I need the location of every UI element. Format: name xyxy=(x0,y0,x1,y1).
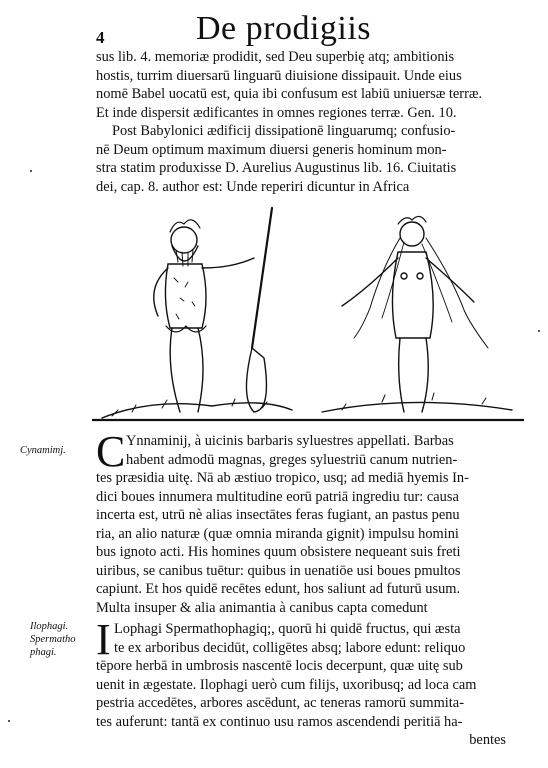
margin-note-line: Ilophagi. xyxy=(30,621,69,632)
text-line: sus lib. 4. memoriæ prodidit, sed Deu superbię atq; ambitionis xyxy=(96,49,455,65)
margin-note-ilophagi xyxy=(30,620,76,659)
text-line: Lophagi Spermathophagiq;, quorū hi quidē fructus, qui æsta xyxy=(114,621,461,637)
text-line: incerta est, utrū nè alias insectātes feras fugiant, an pastus penu xyxy=(96,507,460,523)
ilophagi-paragraph xyxy=(96,615,526,750)
text-line: bus ignoto acti. His homines quum obsistere nequeant suis freti xyxy=(96,544,461,560)
text-line: tēpore herbā in umbrosis nascentē locis decerpunt, quæ uitę sub xyxy=(96,658,463,674)
text-line: Ynnaminij, à uicinis barbaris syluestres appellati. Barbas xyxy=(126,433,454,449)
text-line: pestria accedētes, arbores ascēdunt, ac teneras ramorū summita- xyxy=(96,695,464,711)
scan-speck xyxy=(30,170,32,172)
drop-cap-i: I xyxy=(96,615,111,664)
text-line: ria, an alio naturæ (quæ omnia miranda gignit) impulsu homini xyxy=(96,525,459,542)
cynamini-paragraph xyxy=(96,427,526,617)
page-number: 4 xyxy=(96,28,105,47)
running-head: De prodigiis xyxy=(196,10,372,47)
text-line: nē Deum optimum maximum diuersi generis hominum mon- xyxy=(96,141,447,158)
wild-man-figure xyxy=(154,208,272,412)
text-line: Multa insuper & alia animantia à canibus capta comedunt xyxy=(96,599,428,616)
text-line: nomē Babel uocatū est, quia ibi confusum est labiū uniuersæ terræ. xyxy=(96,86,483,102)
text-line: uiribus, se canibus tuētur: quibus in uenatiōe usi boues pmultos xyxy=(96,562,461,579)
text-line: te ex arboribus decidūt, colligētes absq; labore edunt: reliquo xyxy=(114,639,466,656)
text-line: uenit in ægestate. Ilophagi uerò cum filijs, uxoribusq; ad loca cam xyxy=(96,676,477,693)
drop-cap-c: C xyxy=(96,427,126,476)
margin-note-cynamini: Cynamimj. xyxy=(20,445,66,456)
scan-speck xyxy=(538,330,540,332)
text-line: capiunt. Et hos quidē recētes edunt, hos saliunt ad futurū usum. xyxy=(96,581,461,597)
text-line: dei, cap. 8. author est: Unde reperiri dicuntur in Africa xyxy=(96,178,410,195)
text-line: hostis, turrim diuersarū linguarū diuisione dissipauit. Unde eius xyxy=(96,67,462,84)
text-line: tes auferunt: tantā ex continuo usu ramos ascendendi peritiā ha- xyxy=(96,713,463,730)
text-line: habent admodū magnas, greges syluestriū canum nutrien- xyxy=(126,451,458,468)
scan-speck xyxy=(8,720,10,722)
margin-note-line: phagi. xyxy=(30,647,57,658)
text-line: dici boues innumera multitudine eorū patriā ingrediu tur: causa xyxy=(96,488,459,505)
text-line: stra statim produxisse D. Aurelius Augustinus lib. 16. Ciuitatis xyxy=(96,160,457,176)
margin-note-line: Spermatho xyxy=(30,634,76,645)
woodcut-illustration xyxy=(92,198,524,424)
intro-paragraph xyxy=(96,48,526,196)
text-line: Post Babylonici ædificij dissipationē linguarumq; confusio- xyxy=(112,123,456,139)
catchword: bentes xyxy=(469,732,506,748)
wild-woman-figure xyxy=(342,216,488,412)
ground-mound-right xyxy=(322,402,512,412)
text-line: tes præsidia uitę. Nā ab æstiuo tropico, usq; ad mediā hyemis In- xyxy=(96,470,469,486)
text-line: Et inde dispersit ædificantes in omnes regiones terræ. Gen. 10. xyxy=(96,104,457,121)
